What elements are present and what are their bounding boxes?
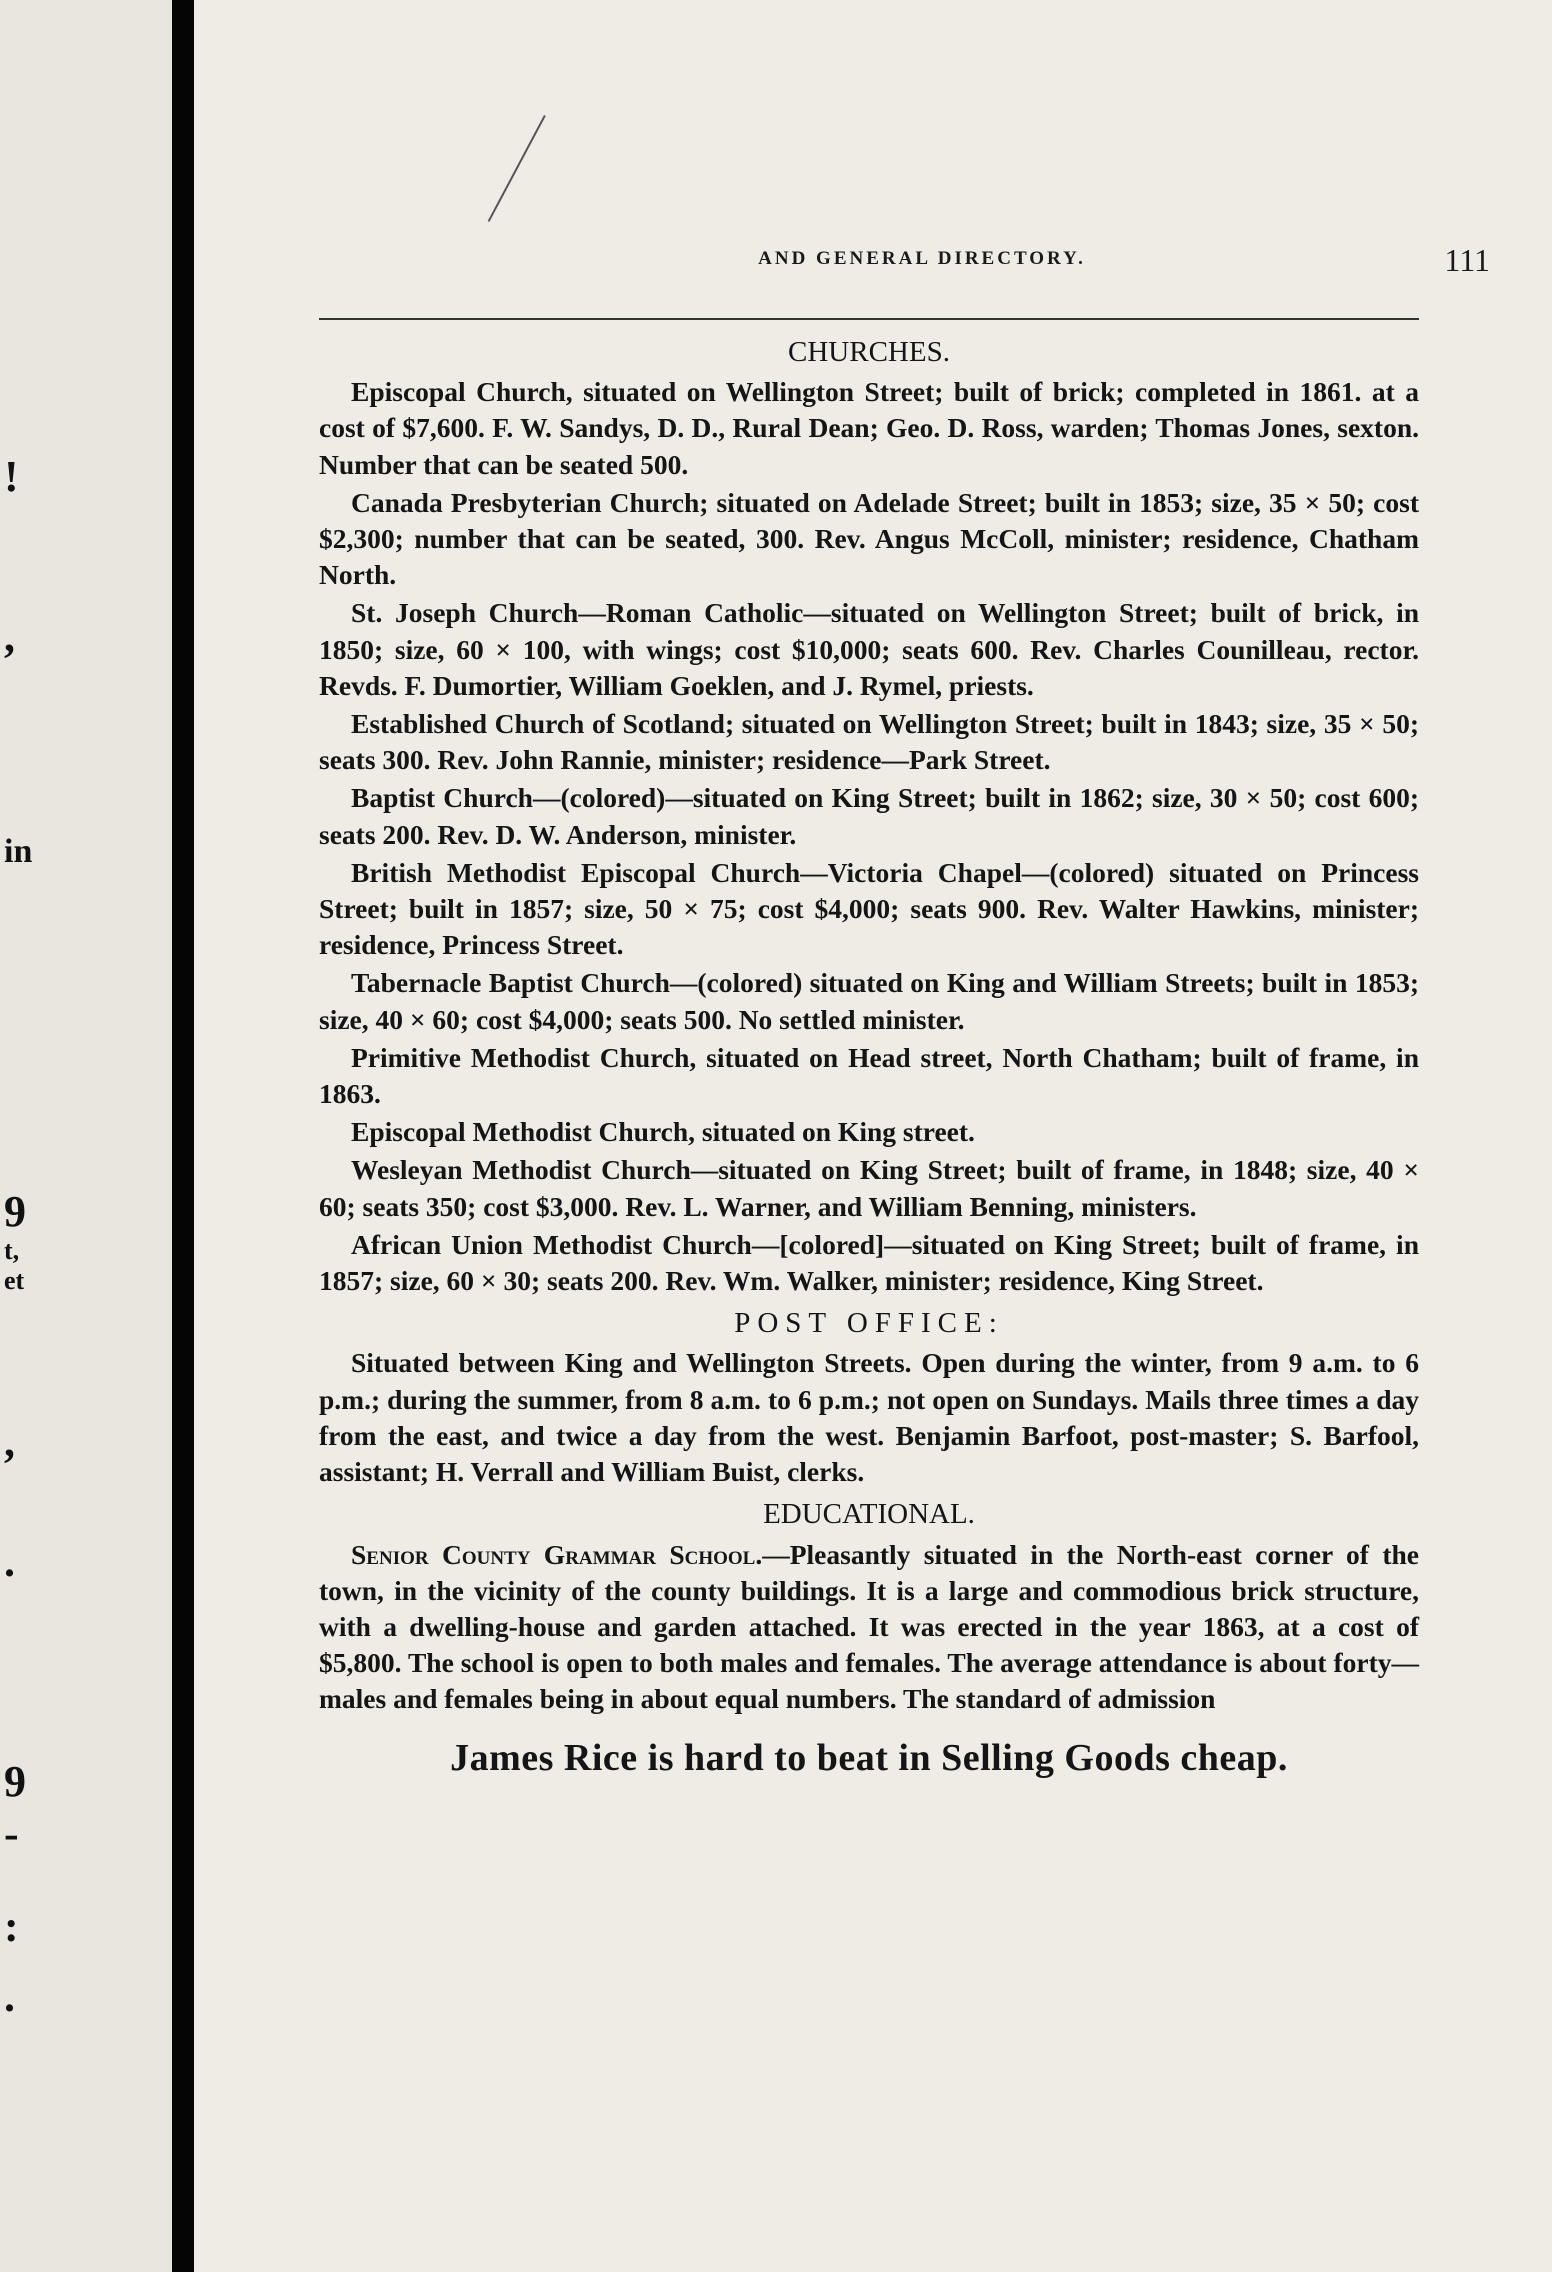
educational-text: —Pleasantly situated in the North-east corner of the town, in the vicinity of the county buildings. It is a large and commodious brick structure, with a dwelling-house and garden attached. It was erected in the year 1863, at a cost of $5,800. The school is open to both males and females. The average attendance is about forty—males and females being in about equal numbers. The standard of admission — [319, 1538, 1419, 1715]
page-header — [354, 242, 1490, 288]
advertisement-line: James Rice is hard to beat in Selling Goods cheap. — [450, 1736, 1288, 1779]
left-fragment: et — [4, 1266, 25, 1295]
church-entry: Established Church of Scotland; situated on Wellington Street; built in 1843; size, 35 × 50; seats 300. Rev. John Rannie, minister; residence—Park Street. — [319, 708, 1419, 776]
churches-heading: CHURCHES. — [788, 336, 950, 368]
church-entry: Tabernacle Baptist Church—(colored) situated on King and William Streets; built in 1853; size, 40 × 60; cost $4,000; seats 500. No settled minister. — [319, 967, 1419, 1035]
left-fragment: 9 — [4, 1757, 26, 1806]
page-content — [319, 328, 1419, 1779]
church-entry: Primitive Methodist Church, situated on Head street, North Chatham; built of frame, in 1863. — [319, 1041, 1419, 1110]
educational-heading: EDUCATIONAL. — [763, 1498, 975, 1531]
church-entry: African Union Methodist Church—[colored]—situated on King Street; built of frame, in 1857; size, 60 × 30; seats 200. Rev. Wm. Walker, minister; residence, King Street. — [319, 1228, 1419, 1297]
left-fragment: t, — [4, 1236, 20, 1265]
left-fragment: , — [4, 1417, 15, 1466]
post-office-heading: POST OFFICE: — [734, 1307, 1004, 1340]
left-fragment: : — [4, 1902, 19, 1951]
school-name: Senior County Grammar School. — [351, 1538, 763, 1570]
left-fragment: . — [4, 1537, 15, 1586]
header-rule — [319, 318, 1419, 320]
church-entry: Episcopal Methodist Church, situated on King street. — [351, 1116, 975, 1148]
church-entry: St. Joseph Church—Roman Catholic—situated on Wellington Street; built of brick, in 1850; size, 60 × 100, with wings; cost $10,000; seats 600. Rev. Charles Counilleau, rector. Revds. F. Dumortier, William Goeklen, and J. Rymel, priests. — [319, 597, 1419, 701]
left-fragment: in — [4, 833, 33, 870]
post-office-text: Situated between King and Wellington Streets. Open during the winter, from 9 a.m. to 6 p.m.; during the summer, from 8 a.m. to 6 p.m.; not open on Sundays. Mails three times a day from the east, and twice a day from the west. Benjamin Barfoot, post-master; S. Barfool, assistant; H. Verrall and William Buist, clerks. — [319, 1347, 1419, 1488]
left-fragment: - — [4, 1809, 19, 1858]
church-entry: Canada Presbyterian Church; situated on Adelade Street; built in 1853; size, 35 × 50; cost $2,300; number that can be seated, 300. Rev. Angus McColl, minister; residence, Chatham North. — [319, 486, 1419, 591]
pencil-mark — [488, 115, 546, 222]
left-fragment: 9 — [4, 1187, 26, 1236]
left-fragment: , — [4, 612, 15, 661]
directory-page — [194, 0, 1552, 2272]
left-fragment: . — [4, 1972, 15, 2021]
adjacent-page-edge — [0, 0, 172, 2272]
church-entry: Episcopal Church, situated on Wellington Street; built of brick; completed in 1861. at a cost of $7,600. F. W. Sandys, D. D., Rural Dean; Geo. D. Ross, warden; Thomas Jones, sexton. Number that can be seated 500. — [319, 376, 1419, 480]
church-entry: British Methodist Episcopal Church—Victoria Chapel—(colored) situated on Princess Street; built in 1857; size, 50 × 75; cost $4,000; seats 900. Rev. Walter Hawkins, minister; residence, Princess Street. — [319, 856, 1419, 961]
church-entry: Wesleyan Methodist Church—situated on King Street; built of frame, in 1848; size, 40 × 60; seats 350; cost $3,000. Rev. L. Warner, and William Benning, ministers. — [319, 1154, 1419, 1222]
church-entry: Baptist Church—(colored)—situated on King Street; built in 1862; size, 30 × 50; cost 600; seats 200. Rev. D. W. Anderson, minister. — [319, 782, 1419, 850]
page-number: 111 — [1444, 242, 1490, 278]
educational-entry — [319, 1537, 1419, 1718]
book-gutter — [172, 0, 194, 2272]
running-head: AND GENERAL DIRECTORY. — [758, 248, 1086, 269]
left-fragment: ! — [4, 452, 19, 501]
